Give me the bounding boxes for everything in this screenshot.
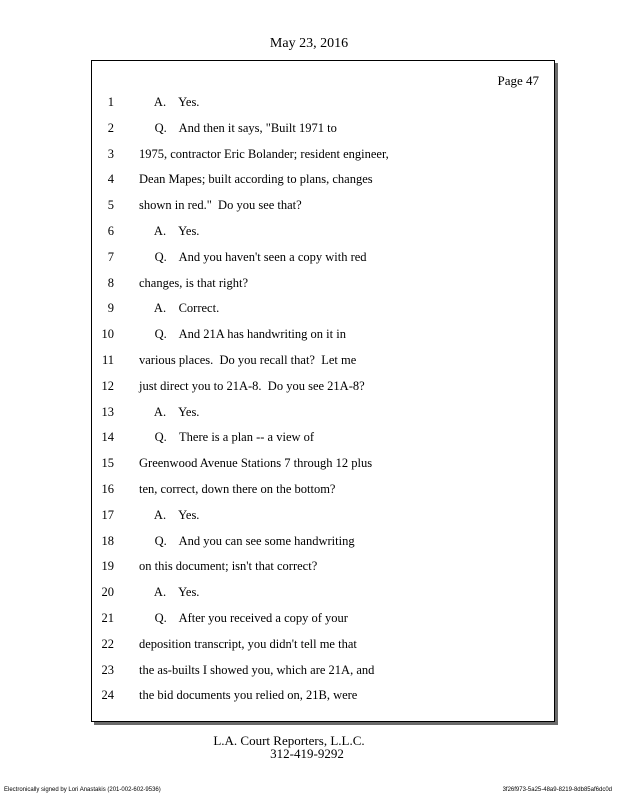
line-number: 3 (107, 146, 114, 161)
line-number: 9 (107, 301, 114, 316)
transcript-line (92, 634, 554, 654)
line-text: the as-builts I showed you, which are 21A, and (139, 662, 375, 677)
transcript-line (92, 169, 554, 189)
line-text: A. Yes. (139, 404, 200, 419)
document-id: 3f26f973-5a25-48a9-8219-8db85af6dc0d (502, 787, 612, 793)
line-text: the bid documents you relied on, 21B, were (139, 688, 358, 703)
line-number: 17 (101, 507, 114, 522)
line-text: A. Yes. (139, 507, 200, 522)
line-text: Dean Mapes; built according to plans, changes (139, 172, 373, 187)
line-number: 1 (107, 95, 114, 109)
line-text: Greenwood Avenue Stations 7 through 12 plus (139, 456, 373, 471)
line-number: 13 (101, 404, 114, 419)
transcript-line (92, 298, 554, 318)
transcript-line (92, 608, 554, 628)
line-number: 10 (101, 327, 114, 342)
line-number: 11 (101, 353, 114, 367)
line-number: 19 (101, 559, 114, 574)
electronic-signature-note: Electronically signed by Lori Anastakis (201-002-602-9536) (4, 787, 161, 793)
line-number: 4 (107, 172, 114, 187)
line-text: Q. There is a plan -- a view of (139, 430, 315, 445)
transcript-line (92, 144, 554, 164)
transcript-line (92, 273, 554, 293)
line-number: 2 (107, 120, 114, 135)
transcript-line (92, 350, 554, 370)
line-number: 8 (107, 275, 114, 290)
line-number: 14 (101, 430, 114, 445)
line-number: 24 (101, 688, 114, 703)
transcript-line (92, 195, 554, 215)
transcript-line (92, 660, 554, 680)
transcript-line (92, 247, 554, 267)
line-text: on this document; isn't that correct? (139, 559, 318, 574)
transcript-line (92, 92, 554, 112)
line-number: 18 (101, 533, 114, 548)
line-text: A. Yes. (139, 95, 200, 109)
line-number: 23 (101, 662, 114, 677)
transcript-line (92, 685, 554, 705)
line-number: 20 (101, 585, 114, 600)
line-number: 12 (101, 378, 114, 393)
line-text: 1975, contractor Eric Bolander; resident engineer, (139, 146, 389, 161)
line-text: A. Correct. (139, 301, 220, 316)
line-text: Q. And then it says, "Built 1971 to (139, 120, 337, 135)
reporter-company: L.A. Court Reporters, L.L.C. (213, 733, 365, 748)
transcript-line (92, 479, 554, 499)
transcript-line (92, 582, 554, 602)
transcript-line (92, 118, 554, 138)
line-number: 6 (107, 224, 114, 238)
line-text: A. Yes. (139, 585, 200, 600)
transcript-line (92, 531, 554, 551)
line-number: 7 (107, 249, 114, 264)
page-number: Page 47 (497, 73, 539, 88)
line-text: shown in red." Do you see that? (139, 198, 302, 213)
line-text: ten, correct, down there on the bottom? (139, 482, 336, 496)
transcript-line (92, 505, 554, 525)
transcript-date: May 23, 2016 (269, 36, 349, 51)
transcript-line (92, 324, 554, 344)
line-text: deposition transcript, you didn't tell me that (139, 636, 357, 651)
line-text: Q. And you can see some handwriting (139, 533, 355, 548)
line-text: Q. After you received a copy of your (139, 611, 348, 625)
line-text: Q. And you haven't seen a copy with red (139, 249, 367, 264)
transcript-line (92, 221, 554, 241)
line-number: 21 (101, 611, 114, 625)
transcript-page-frame (91, 60, 555, 722)
line-text: just direct you to 21A-8. Do you see 21A-8? (139, 378, 365, 393)
line-number: 16 (101, 482, 114, 496)
transcript-line (92, 402, 554, 422)
transcript-line (92, 556, 554, 576)
reporter-phone: 312-419-9292 (270, 746, 344, 761)
line-text: A. Yes. (139, 224, 200, 238)
transcript-line (92, 453, 554, 473)
line-text: Q. And 21A has handwriting on it in (139, 327, 346, 342)
line-number: 22 (101, 636, 114, 651)
line-number: 15 (101, 456, 114, 471)
transcript-line (92, 427, 554, 447)
line-number: 5 (107, 198, 114, 213)
line-text: changes, is that right? (139, 275, 248, 290)
transcript-line (92, 376, 554, 396)
line-text: various places. Do you recall that? Let me (139, 353, 357, 367)
